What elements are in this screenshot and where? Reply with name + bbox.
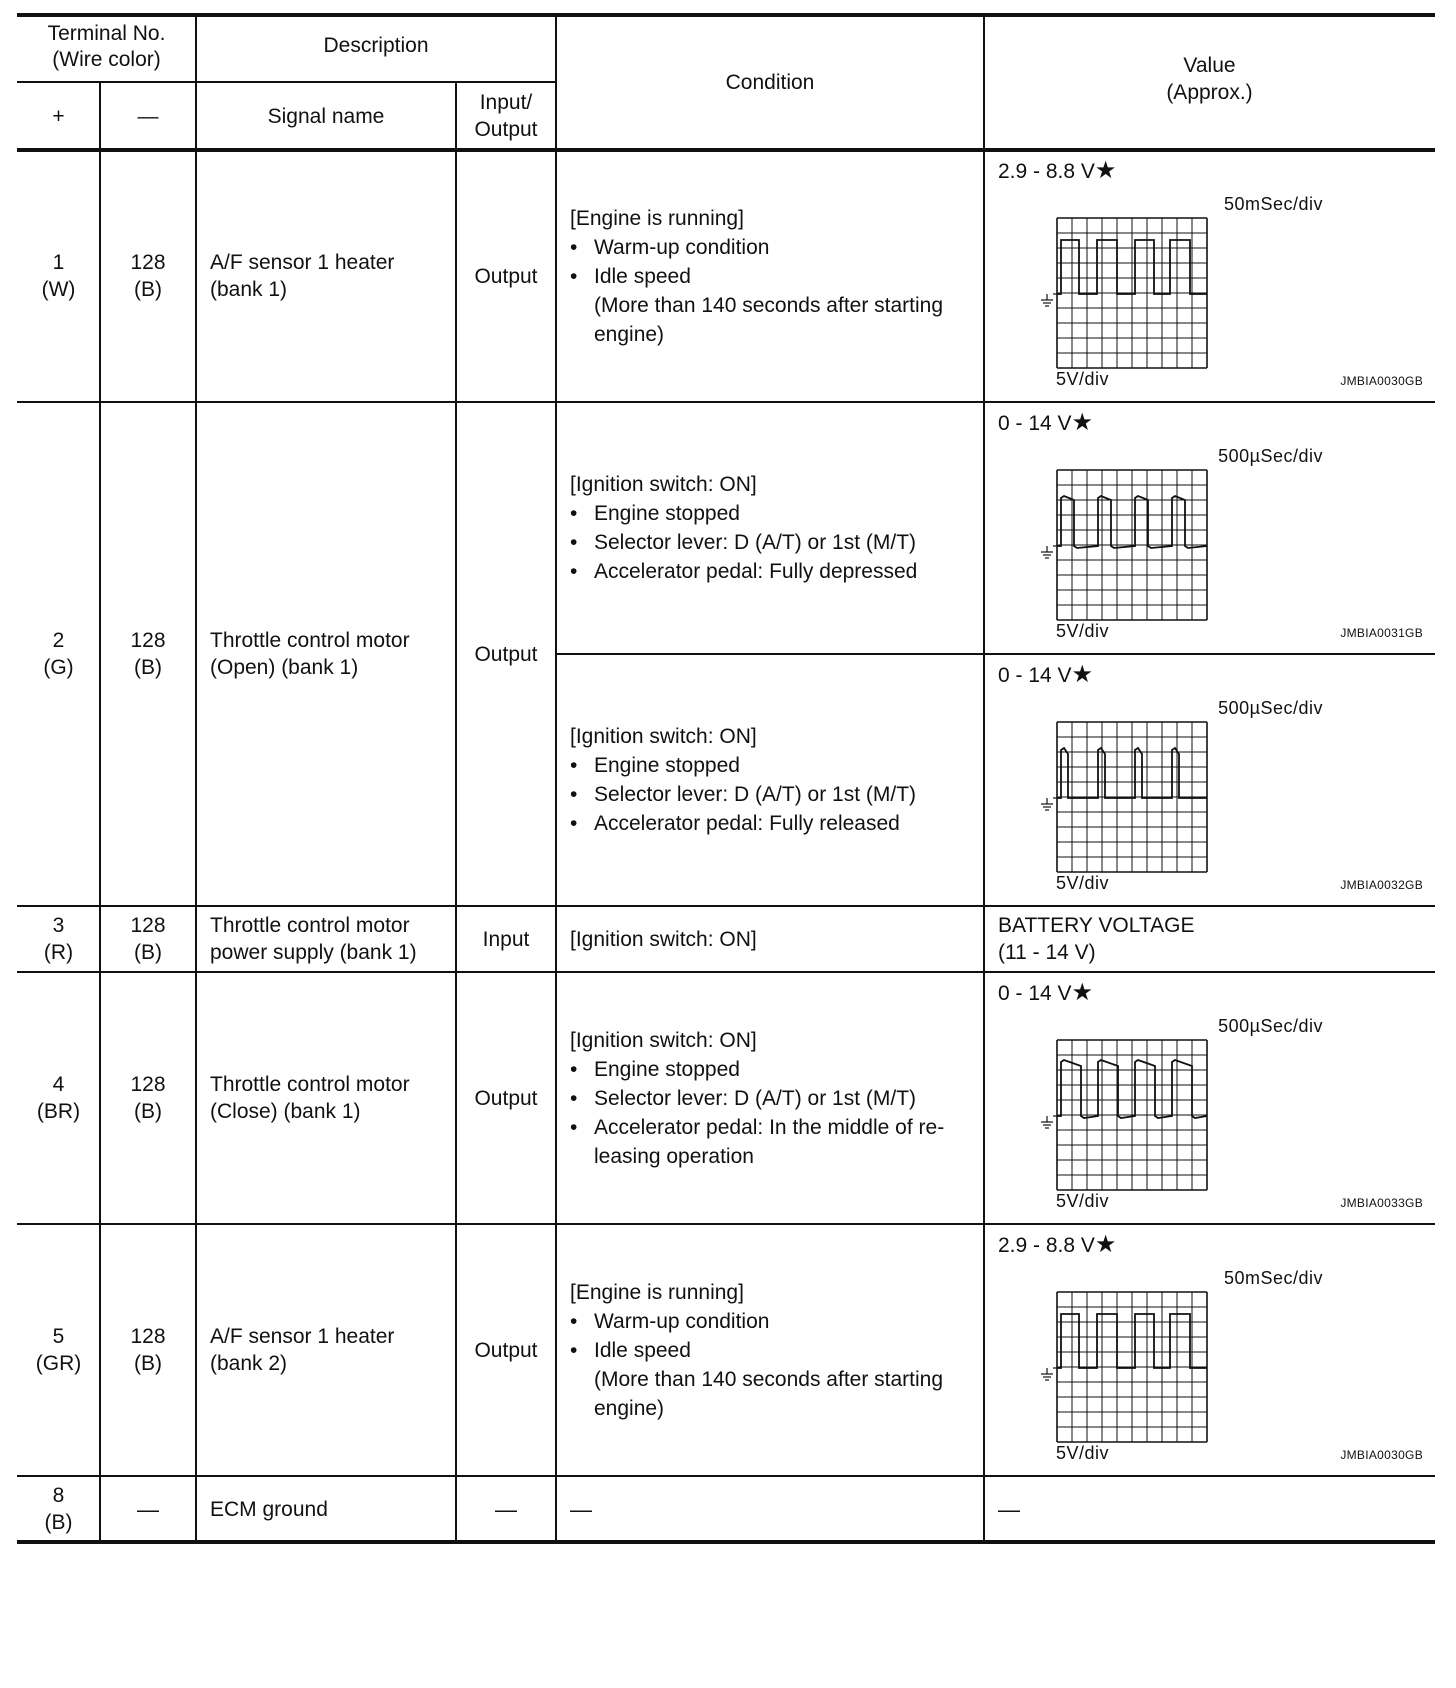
dash-mark: — bbox=[570, 1496, 592, 1522]
rule-line bbox=[555, 402, 557, 906]
rule-line bbox=[983, 402, 985, 906]
rule-line bbox=[555, 15, 557, 150]
input-output-cell bbox=[456, 906, 556, 972]
terminal-number: 128 bbox=[130, 251, 166, 274]
condition-bullet-text: Idle speed bbox=[594, 1338, 691, 1362]
rule-line bbox=[455, 906, 457, 972]
rule-line bbox=[555, 150, 557, 402]
voltage-label bbox=[998, 158, 1116, 185]
condition-heading: [Ignition switch: ON] bbox=[570, 1028, 757, 1052]
header-wire-color-label: (Wire color) bbox=[52, 47, 161, 71]
wire-color: (BR) bbox=[36, 1100, 81, 1123]
condition-heading: [Ignition switch: ON] bbox=[570, 473, 757, 496]
rule-line bbox=[17, 1540, 1435, 1544]
terminal-number: 128 bbox=[130, 1073, 166, 1096]
terminal-plus-cell bbox=[17, 1476, 100, 1542]
condition-bullet bbox=[570, 809, 984, 838]
terminal-number: 128 bbox=[130, 914, 166, 937]
oscilloscope-timebase: 50mSec/div bbox=[1223, 194, 1323, 214]
oscilloscope-graph bbox=[1056, 217, 1208, 369]
terminal-plus-cell bbox=[17, 972, 100, 1224]
wire-color: (B) bbox=[134, 656, 162, 679]
bullet-icon: • bbox=[570, 235, 578, 259]
header-approx-label: (Approx.) bbox=[1166, 80, 1253, 104]
bullet-icon: • bbox=[570, 531, 578, 554]
value-cell bbox=[984, 150, 1435, 402]
rule-line bbox=[195, 402, 197, 906]
star-icon: ★ bbox=[1071, 661, 1094, 688]
signal-name-line-2: (bank 2) bbox=[210, 1352, 288, 1375]
condition-cell bbox=[556, 906, 984, 972]
signal-name-line-2: (Close) (bank 1) bbox=[210, 1100, 361, 1123]
oscilloscope-timebase: 50mSec/div bbox=[1223, 1268, 1323, 1288]
rule-line bbox=[99, 402, 101, 906]
condition-cell bbox=[556, 654, 984, 906]
rule-line bbox=[455, 972, 457, 1224]
condition-heading: [Engine is running] bbox=[570, 206, 744, 230]
bullet-icon: • bbox=[570, 264, 578, 288]
header-signal-name bbox=[196, 82, 456, 150]
ground-icon bbox=[1041, 798, 1057, 810]
voltage-label bbox=[998, 410, 1093, 437]
header-signal-name-label: Signal name bbox=[267, 104, 385, 128]
oscilloscope-voltage-scale: 5V/div bbox=[1056, 1191, 1110, 1211]
rule-line bbox=[195, 972, 197, 1224]
signal-name-line-1: ECM ground bbox=[210, 1497, 328, 1521]
wire-color: (B) bbox=[134, 1352, 162, 1375]
figure-code: JMBIA0033GB bbox=[1340, 1196, 1423, 1210]
terminal-minus-cell bbox=[100, 1224, 196, 1476]
terminal-minus-cell bbox=[100, 402, 196, 906]
condition-bullet-text: Idle speed bbox=[594, 264, 691, 288]
bullet-icon: • bbox=[570, 1338, 578, 1362]
header-minus-label: — bbox=[137, 104, 159, 128]
input-output-value: Output bbox=[474, 264, 538, 288]
value-cell bbox=[984, 1224, 1435, 1476]
terminal-plus-cell bbox=[17, 402, 100, 906]
condition-bullet bbox=[570, 1307, 984, 1336]
header-terminal-label: Terminal No. bbox=[47, 21, 166, 45]
rule-line bbox=[195, 906, 197, 972]
terminal-plus-cell bbox=[17, 906, 100, 972]
wire-color: (G) bbox=[43, 656, 74, 679]
signal-name-line-1: Throttle control motor bbox=[210, 1073, 410, 1096]
wire-color: (W) bbox=[41, 278, 76, 301]
oscilloscope-timebase: 500µSec/div bbox=[1218, 698, 1323, 718]
ground-icon bbox=[1041, 294, 1057, 306]
signal-name-cell bbox=[196, 1224, 456, 1476]
condition-heading: [Ignition switch: ON] bbox=[570, 927, 757, 951]
condition-bullet bbox=[570, 1084, 984, 1113]
bullet-icon: • bbox=[570, 1086, 578, 1110]
figure-code: JMBIA0031GB bbox=[1340, 626, 1423, 640]
ground-icon bbox=[1041, 1368, 1057, 1380]
terminal-number: 1 bbox=[52, 251, 65, 274]
condition-bullet-text: Engine stopped bbox=[594, 754, 740, 777]
condition-note: engine) bbox=[594, 322, 665, 346]
condition-bullet-text: Accelerator pedal: In the middle of re- bbox=[594, 1115, 945, 1139]
condition-note: leasing operation bbox=[594, 1144, 754, 1168]
value-cell bbox=[984, 1476, 1449, 1542]
header-io-label-2: Output bbox=[474, 118, 538, 141]
condition-cell bbox=[556, 150, 984, 402]
condition-bullet bbox=[570, 499, 984, 528]
condition-bullet bbox=[570, 233, 984, 262]
voltage-label bbox=[998, 1232, 1116, 1259]
terminal-minus-cell bbox=[100, 150, 196, 402]
oscilloscope-timebase: 500µSec/div bbox=[1218, 446, 1323, 466]
header-terminal-no bbox=[17, 15, 196, 82]
rule-line bbox=[555, 1224, 557, 1476]
header-minus bbox=[100, 82, 196, 150]
condition-heading: [Engine is running] bbox=[570, 1280, 744, 1304]
rule-line bbox=[99, 82, 101, 150]
wire-color: (B) bbox=[134, 1100, 162, 1123]
input-output-cell bbox=[456, 1476, 556, 1542]
bullet-icon: • bbox=[570, 1115, 578, 1139]
rule-line bbox=[983, 1476, 985, 1542]
rule-line bbox=[99, 906, 101, 972]
signal-name-line-2: (Open) (bank 1) bbox=[210, 656, 359, 679]
condition-bullet-text: Warm-up condition bbox=[594, 1309, 770, 1333]
rule-line bbox=[983, 150, 985, 402]
signal-name-line-1: A/F sensor 1 heater bbox=[210, 251, 395, 274]
input-output-value: Output bbox=[474, 642, 538, 666]
voltage-range: 0 - 14 V bbox=[998, 982, 1072, 1005]
value-cell bbox=[984, 906, 1449, 972]
condition-note: engine) bbox=[594, 1396, 665, 1420]
header-plus-label: + bbox=[52, 104, 65, 128]
dash-mark: — bbox=[137, 1496, 159, 1522]
terminal-number: 8 bbox=[52, 1484, 65, 1507]
condition-bullet bbox=[570, 751, 984, 780]
signal-name-line-1: A/F sensor 1 heater bbox=[210, 1325, 395, 1348]
value-cell bbox=[984, 972, 1435, 1224]
voltage-range: 0 - 14 V bbox=[998, 412, 1072, 435]
ground-icon bbox=[1041, 1116, 1057, 1128]
rule-line bbox=[555, 906, 557, 972]
input-output-cell bbox=[456, 972, 556, 1224]
bullet-icon: • bbox=[570, 560, 578, 583]
condition-cell bbox=[556, 1476, 984, 1542]
condition-bullet-text: Accelerator pedal: Fully released bbox=[594, 812, 900, 835]
rule-line bbox=[983, 1224, 985, 1476]
oscilloscope-graph bbox=[1056, 1291, 1208, 1443]
rule-line bbox=[455, 82, 457, 150]
wire-color: (B) bbox=[134, 941, 162, 964]
terminal-number: 4 bbox=[52, 1073, 65, 1096]
rule-line bbox=[983, 972, 985, 1224]
condition-bullet bbox=[570, 1336, 984, 1365]
header-plus bbox=[17, 82, 100, 150]
rule-line bbox=[99, 1476, 101, 1542]
header-description bbox=[196, 15, 556, 82]
oscilloscope-voltage-scale: 5V/div bbox=[1056, 1443, 1110, 1463]
rule-line bbox=[99, 150, 101, 402]
condition-bullet bbox=[570, 1055, 984, 1084]
star-icon: ★ bbox=[1071, 409, 1094, 436]
voltage-range: 2.9 - 8.8 V bbox=[998, 1234, 1095, 1257]
figure-code: JMBIA0030GB bbox=[1340, 374, 1423, 388]
terminal-minus-cell bbox=[100, 972, 196, 1224]
header-io-label-1: Input/ bbox=[479, 91, 533, 114]
bullet-icon: • bbox=[570, 1057, 578, 1081]
rule-line bbox=[195, 1224, 197, 1476]
terminal-number: 128 bbox=[130, 629, 166, 652]
rule-line bbox=[983, 15, 985, 150]
condition-bullet bbox=[570, 557, 984, 586]
signal-name-cell bbox=[196, 906, 456, 972]
condition-bullet-text: Selector lever: D (A/T) or 1st (M/T) bbox=[594, 1086, 917, 1110]
input-output-value: — bbox=[495, 1496, 517, 1522]
input-output-cell bbox=[456, 402, 556, 906]
value-cell bbox=[984, 402, 1435, 654]
star-icon: ★ bbox=[1094, 1231, 1117, 1258]
header-condition-label: Condition bbox=[725, 71, 815, 94]
condition-cell bbox=[556, 1224, 984, 1476]
rule-line bbox=[455, 402, 457, 906]
battery-voltage-range: (11 - 14 V) bbox=[998, 941, 1096, 964]
wire-color: (B) bbox=[134, 278, 162, 301]
header-value bbox=[984, 15, 1435, 150]
rule-line bbox=[195, 1476, 197, 1542]
voltage-range: 2.9 - 8.8 V bbox=[998, 160, 1095, 183]
condition-bullet bbox=[570, 1113, 984, 1142]
header-condition bbox=[556, 15, 984, 150]
rule-line bbox=[455, 1224, 457, 1476]
condition-bullet-text: Engine stopped bbox=[594, 1057, 740, 1081]
star-icon: ★ bbox=[1094, 157, 1117, 184]
condition-bullet-text: Engine stopped bbox=[594, 502, 740, 525]
signal-name-line-1: Throttle control motor bbox=[210, 629, 410, 652]
condition-bullet-text: Accelerator pedal: Fully depressed bbox=[594, 560, 918, 583]
wire-color: (B) bbox=[44, 1511, 73, 1534]
condition-cell bbox=[556, 972, 984, 1224]
bullet-icon: • bbox=[570, 783, 578, 806]
rule-line bbox=[555, 972, 557, 1224]
bullet-icon: • bbox=[570, 502, 578, 525]
bullet-icon: • bbox=[570, 1309, 578, 1333]
condition-heading: [Ignition switch: ON] bbox=[570, 725, 757, 748]
voltage-range: 0 - 14 V bbox=[998, 664, 1072, 687]
condition-cell bbox=[556, 402, 984, 654]
oscilloscope-timebase: 500µSec/div bbox=[1218, 1016, 1323, 1036]
rule-line bbox=[195, 15, 197, 150]
signal-name-line-2: (bank 1) bbox=[210, 278, 288, 301]
voltage-label bbox=[998, 662, 1093, 689]
input-output-value: Output bbox=[474, 1086, 538, 1110]
oscilloscope-graph bbox=[1056, 469, 1208, 621]
oscilloscope-voltage-scale: 5V/div bbox=[1056, 873, 1110, 893]
dash-mark: — bbox=[998, 1496, 1020, 1522]
input-output-cell bbox=[456, 1224, 556, 1476]
oscilloscope-voltage-scale: 5V/div bbox=[1056, 621, 1110, 641]
header-description-label: Description bbox=[323, 34, 429, 57]
figure-code: JMBIA0032GB bbox=[1340, 878, 1423, 892]
battery-voltage-label: BATTERY VOLTAGE bbox=[998, 914, 1195, 937]
header-value-label: Value bbox=[1183, 53, 1236, 77]
terminal-plus-cell bbox=[17, 150, 100, 402]
terminal-number: 5 bbox=[52, 1325, 65, 1348]
value-cell bbox=[984, 654, 1435, 906]
wire-color: (R) bbox=[43, 941, 74, 964]
rule-line bbox=[99, 1224, 101, 1476]
rule-line bbox=[455, 150, 457, 402]
condition-note: (More than 140 seconds after starting bbox=[594, 1367, 944, 1391]
voltage-label bbox=[998, 980, 1093, 1007]
condition-bullet bbox=[570, 262, 984, 291]
star-icon: ★ bbox=[1071, 979, 1094, 1006]
rule-line bbox=[556, 653, 1435, 655]
signal-name-line-2: power supply (bank 1) bbox=[210, 941, 417, 964]
rule-line bbox=[555, 1476, 557, 1542]
oscilloscope-graph bbox=[1056, 1039, 1208, 1191]
wire-color: (GR) bbox=[35, 1352, 82, 1375]
bullet-icon: • bbox=[570, 812, 578, 835]
signal-name-cell bbox=[196, 402, 456, 906]
oscilloscope-graph bbox=[1056, 721, 1208, 873]
input-output-value: Output bbox=[474, 1338, 538, 1362]
rule-line bbox=[99, 972, 101, 1224]
ground-icon bbox=[1041, 546, 1057, 558]
terminal-minus-cell bbox=[100, 906, 196, 972]
bullet-icon: • bbox=[570, 754, 578, 777]
signal-name-line-1: Throttle control motor bbox=[210, 914, 410, 937]
rule-line bbox=[983, 906, 985, 972]
condition-bullet-text: Selector lever: D (A/T) or 1st (M/T) bbox=[594, 531, 917, 554]
condition-note: (More than 140 seconds after starting bbox=[594, 293, 944, 317]
rule-line bbox=[455, 1476, 457, 1542]
terminal-number: 2 bbox=[52, 629, 65, 652]
terminal-number: 128 bbox=[130, 1325, 166, 1348]
condition-bullet-text: Warm-up condition bbox=[594, 235, 770, 259]
signal-name-cell bbox=[196, 150, 456, 402]
condition-bullet bbox=[570, 780, 984, 809]
condition-bullet bbox=[570, 528, 984, 557]
condition-bullet-text: Selector lever: D (A/T) or 1st (M/T) bbox=[594, 783, 917, 806]
header-input-output bbox=[456, 82, 556, 150]
terminal-plus-cell bbox=[17, 1224, 100, 1476]
signal-name-cell bbox=[196, 972, 456, 1224]
terminal-minus-cell bbox=[100, 1476, 196, 1542]
rule-line bbox=[195, 150, 197, 402]
terminal-table bbox=[17, 15, 1435, 1665]
input-output-value: Input bbox=[482, 927, 530, 951]
figure-code: JMBIA0030GB bbox=[1340, 1448, 1423, 1462]
oscilloscope-voltage-scale: 5V/div bbox=[1056, 369, 1110, 389]
signal-name-cell bbox=[196, 1476, 456, 1542]
terminal-number: 3 bbox=[52, 914, 65, 937]
input-output-cell bbox=[456, 150, 556, 402]
